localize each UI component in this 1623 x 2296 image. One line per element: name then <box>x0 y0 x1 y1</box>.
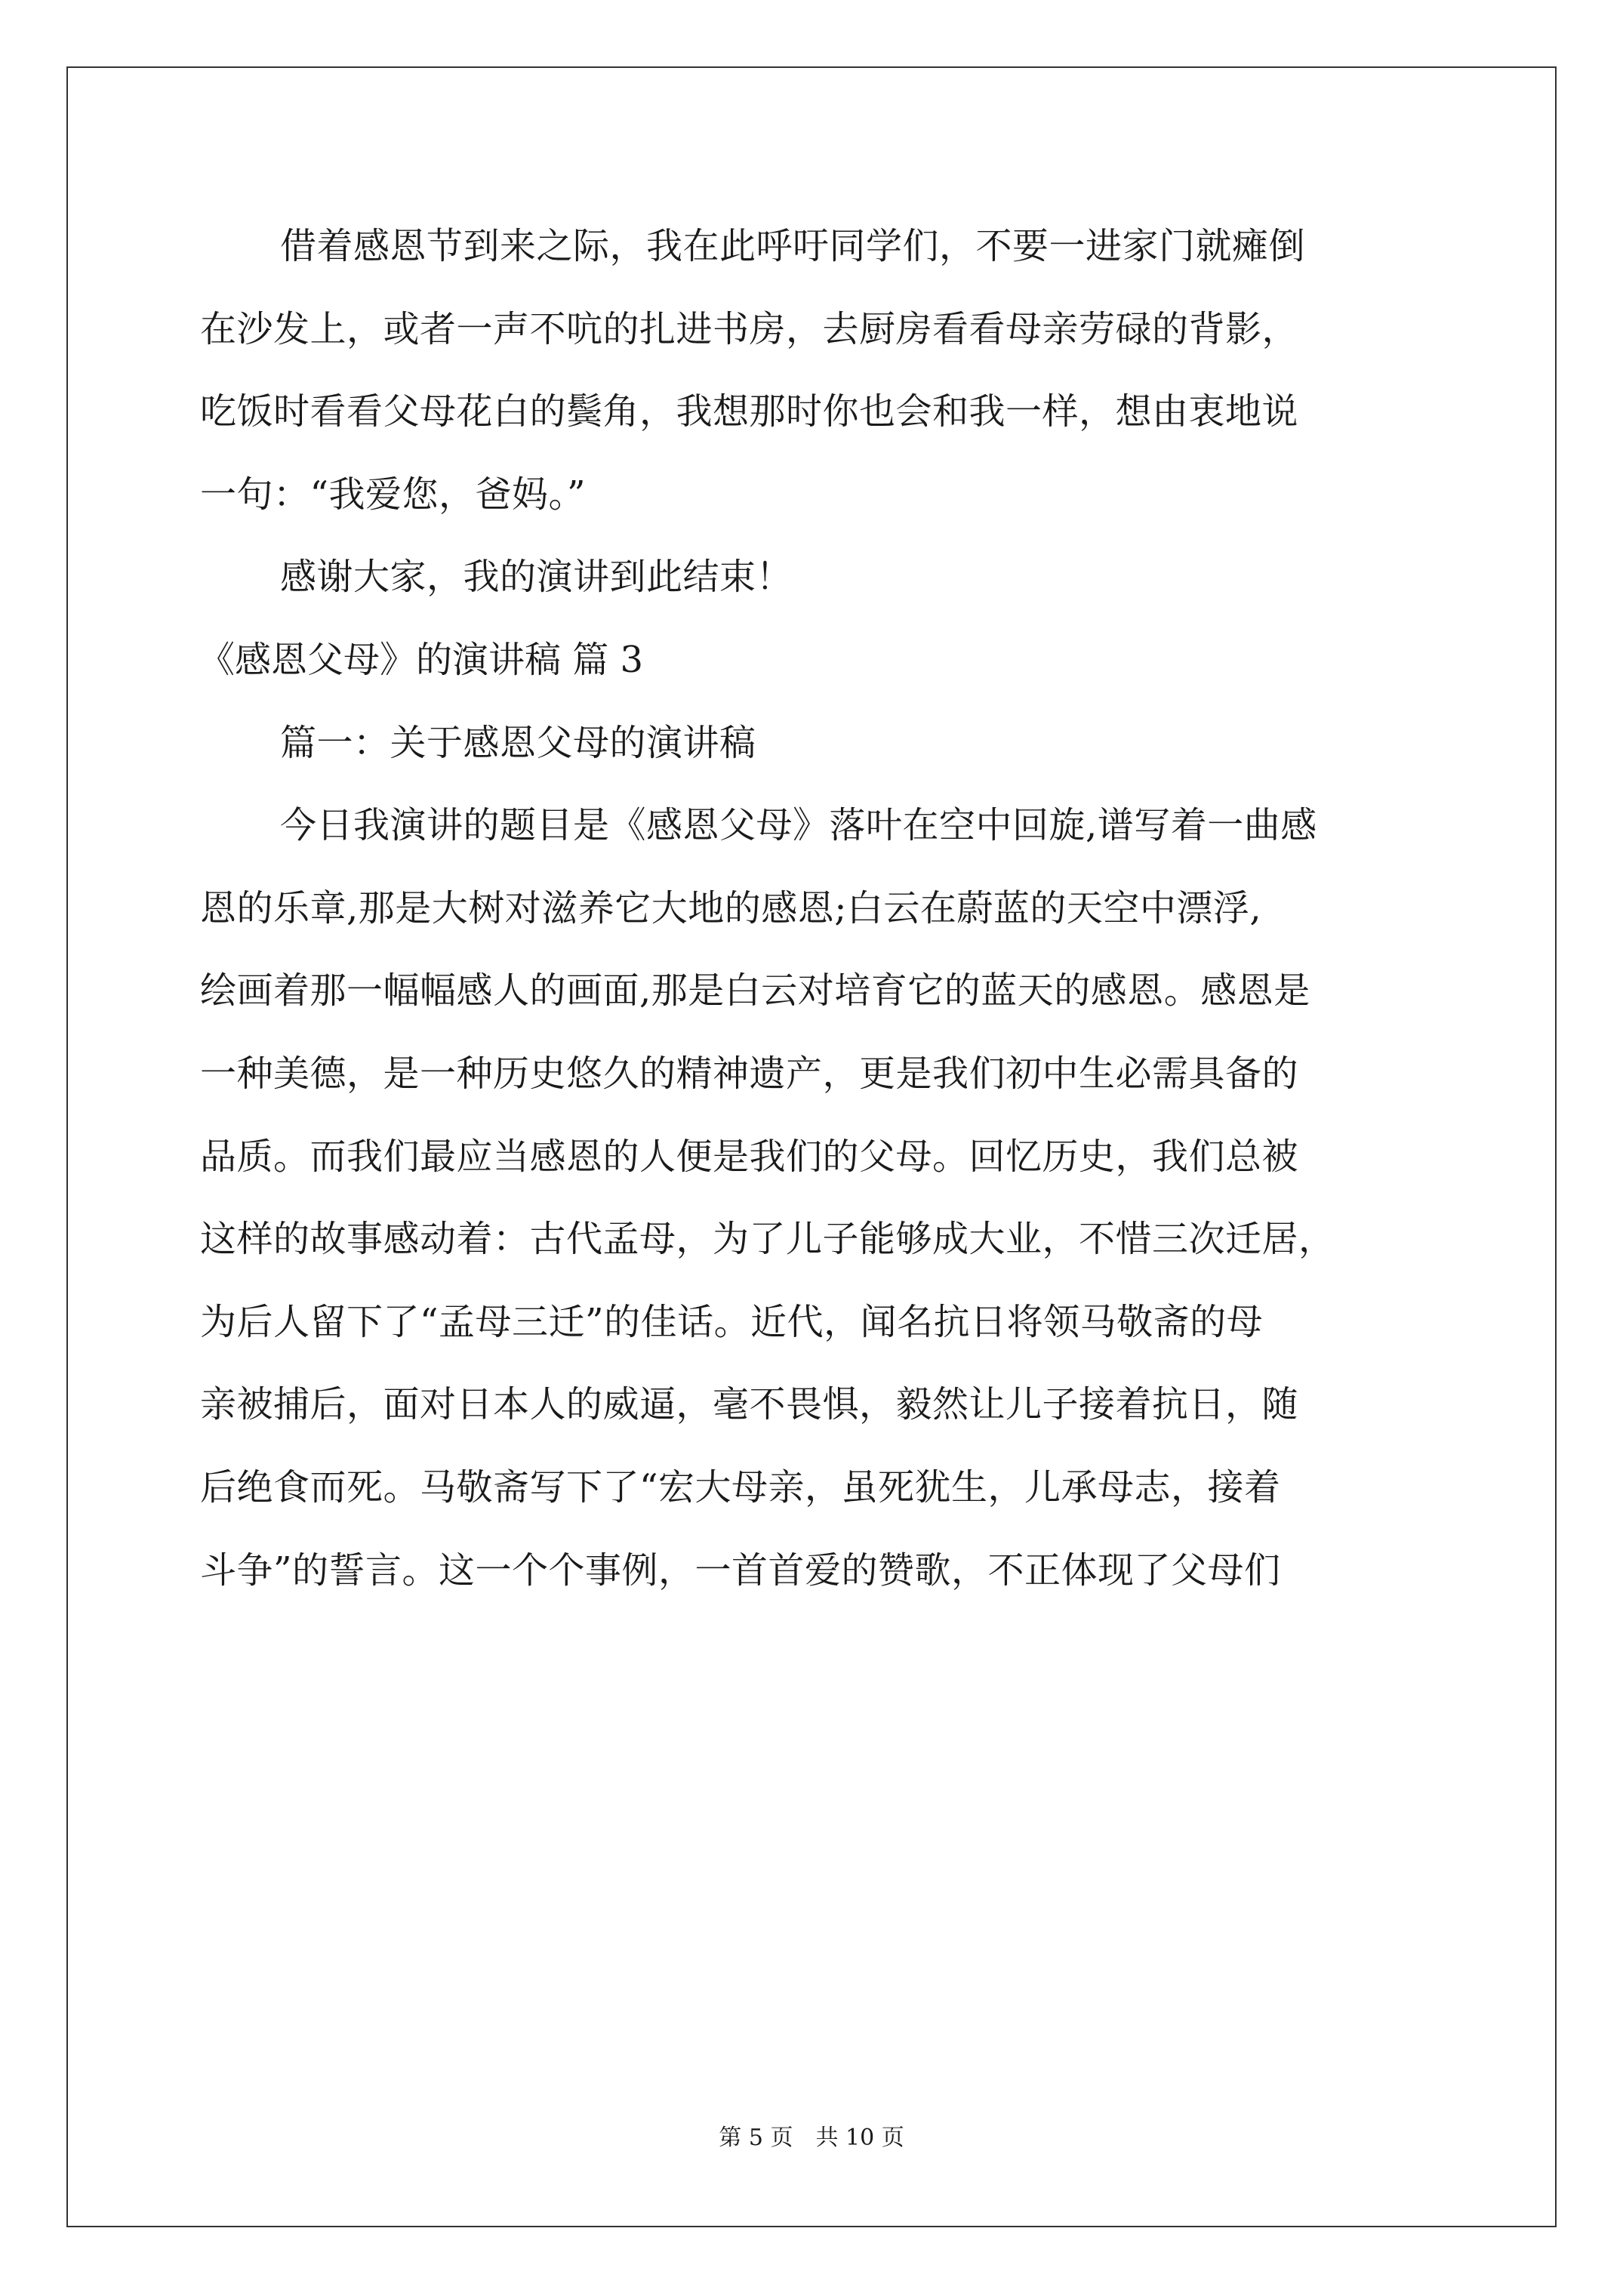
paragraph-line: 绘画着那一幅幅感人的画面,那是白云对培育它的蓝天的感恩。感恩是 <box>200 969 1310 1012</box>
paragraph-line: 一种美德，是一种历史悠久的精神遗产，更是我们初中生必需具备的 <box>200 1052 1299 1095</box>
paragraph-line: 今日我演讲的题目是《感恩父母》落叶在空中回旋,谱写着一曲感 <box>280 804 1317 847</box>
paragraph-line: 斗争”的誓言。这一个个事例，一首首爱的赞歌，不正体现了父母们 <box>200 1549 1281 1592</box>
page-number-label: 第 5 页 共 10 页 <box>719 2125 904 2151</box>
subsection-heading: 篇一：关于感恩父母的演讲稿 <box>280 721 756 764</box>
paragraph-line: 在沙发上，或者一声不吭的扎进书房，去厨房看看母亲劳碌的背影， <box>200 307 1299 350</box>
paragraph-line: 感谢大家，我的演讲到此结束！ <box>280 556 793 599</box>
paragraph-line: 恩的乐章,那是大树对滋养它大地的感恩;白云在蔚蓝的天空中漂浮, <box>200 886 1262 929</box>
document-body <box>200 223 1434 1630</box>
paragraph-line: 这样的故事感动着：古代孟母，为了儿子能够成大业，不惜三次迁居， <box>200 1218 1335 1261</box>
page-footer <box>0 2125 1623 2152</box>
paragraph-line: 吃饭时看看父母花白的鬓角，我想那时你也会和我一样，想由衷地说 <box>200 390 1299 433</box>
paragraph-line: 后绝食而死。马敬斋写下了“宏大母亲，虽死犹生，儿承母志，接着 <box>200 1465 1281 1509</box>
paragraph-line: 为后人留下了“孟母三迁”的佳话。近代，闻名抗日将领马敬斋的母 <box>200 1300 1264 1343</box>
paragraph-line: 品质。而我们最应当感恩的人便是我们的父母。回忆历史，我们总被 <box>200 1135 1299 1178</box>
paragraph-line: 借着感恩节到来之际，我在此呼吁同学们，不要一进家门就瘫倒 <box>280 225 1306 267</box>
section-heading: 《感恩父母》的演讲稿 篇 3 <box>199 638 644 681</box>
paragraph-line: 亲被捕后，面对日本人的威逼，毫不畏惧，毅然让儿子接着抗日，随 <box>200 1383 1299 1426</box>
paragraph-line: 一句：“我爱您，爸妈。” <box>200 473 587 516</box>
